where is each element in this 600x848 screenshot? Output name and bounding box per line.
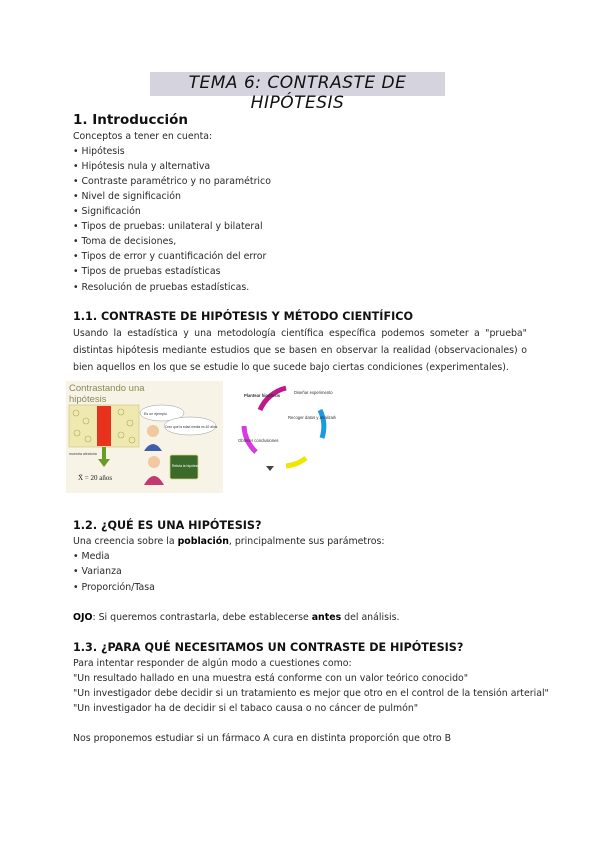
quote-line: "Un investigador ha de decidir si el tabaco causa o no cáncer de pulmón" xyxy=(73,703,419,714)
list-item: • Tipos de pruebas estadísticas xyxy=(73,266,220,277)
section-heading-metodo: 1.1. CONTRASTE DE HIPÓTESIS Y MÉTODO CIENTÍFICO xyxy=(73,310,413,323)
list-item: • Tipos de error y cuantificación del error xyxy=(73,251,266,262)
cycle-arc-magenta xyxy=(260,388,286,410)
scientific-cycle-diagram xyxy=(236,380,336,490)
section-heading-que-es: 1.2. ¿QUÉ ES UNA HIPÓTESIS? xyxy=(73,519,262,532)
section-heading-para-que: 1.3. ¿PARA QUÉ NECESITAMOS UN CONTRASTE DE HIPÓTESIS? xyxy=(73,641,464,654)
cycle-node-2: Diseñar experimento xyxy=(294,390,333,395)
fig1-title-2: hipótesis xyxy=(69,394,107,405)
section-heading-introduccion: 1. Introducción xyxy=(73,112,189,128)
sample-strip xyxy=(97,406,111,446)
cycle-arc-yellow xyxy=(286,458,306,466)
fig1-muestra-label: muestra aleatoria xyxy=(69,452,97,456)
paragraph-metodo: Usando la estadística y una metodología científica específica podemos someter a "prueba" distintas hipótesis mediante estudios que se basen en observar la realidad (observacionales) o bien aquellos en los que se estudie lo que sucede bajo ciertas condiciones (experimentales). xyxy=(73,328,527,373)
list-item: • Hipótesis nula y alternativa xyxy=(73,161,210,172)
cycle-node-3: Recoger datos y analizarlo xyxy=(288,415,336,420)
list-item: • Resolución de pruebas estadísticas. xyxy=(73,282,249,293)
list-item: • Nivel de significación xyxy=(73,191,181,202)
arrow-icon xyxy=(266,466,274,471)
ojo-note: OJO: Si queremos contrastarla, debe establecerse antes del análisis. xyxy=(73,612,400,623)
cycle-node-4: Obtener conclusiones xyxy=(238,438,279,443)
intro-text: Conceptos a tener en cuenta: xyxy=(73,131,213,142)
fig1-bubble2: Creo que la edad media es 40 años xyxy=(165,425,218,429)
poblacion-line: Una creencia sobre la población, principalmente sus parámetros: xyxy=(73,536,385,547)
list-item: • Varianza xyxy=(73,566,122,577)
list-item: • Tipos de pruebas: unilateral y bilateral xyxy=(73,221,263,232)
fig1-bubble1: Es un ejemplo xyxy=(144,412,167,416)
figure-metodo-cientifico xyxy=(236,380,336,490)
fig1-title-1: Contrastando una xyxy=(69,383,145,394)
title-highlight xyxy=(150,72,445,113)
page-title: TEMA 6: CONTRASTE DE HIPÓTESIS xyxy=(188,73,407,113)
list-item: • Media xyxy=(73,551,110,562)
list-item: • Hipótesis xyxy=(73,146,125,157)
intro-text: Para intentar responder de algún modo a cuestiones como: xyxy=(73,658,352,669)
quote-line: "Un investigador debe decidir si un tratamiento es mejor que otro en el control de la tensión arterial" xyxy=(73,688,549,699)
cycle-node-1: Plantear hipótesis xyxy=(244,393,281,398)
list-item: • Toma de decisiones, xyxy=(73,236,176,247)
contrast-illustration xyxy=(66,381,223,493)
list-item: • Proporción/Tasa xyxy=(73,582,155,593)
final-line: Nos proponemos estudiar si un fármaco A cura en distinta proporción que otro B xyxy=(73,733,452,744)
fig1-box-text: Refuta la hipótesis xyxy=(172,464,200,468)
figure-contrastando-hipotesis xyxy=(66,381,223,493)
list-item: • Significación xyxy=(73,206,141,217)
quote-line: "Un resultado hallado en una muestra está conforme con un valor teórico conocido" xyxy=(73,673,469,684)
fig1-formula: X̄ = 20 años xyxy=(78,474,113,482)
list-item: • Contraste paramétrico y no paramétrico xyxy=(73,176,271,187)
